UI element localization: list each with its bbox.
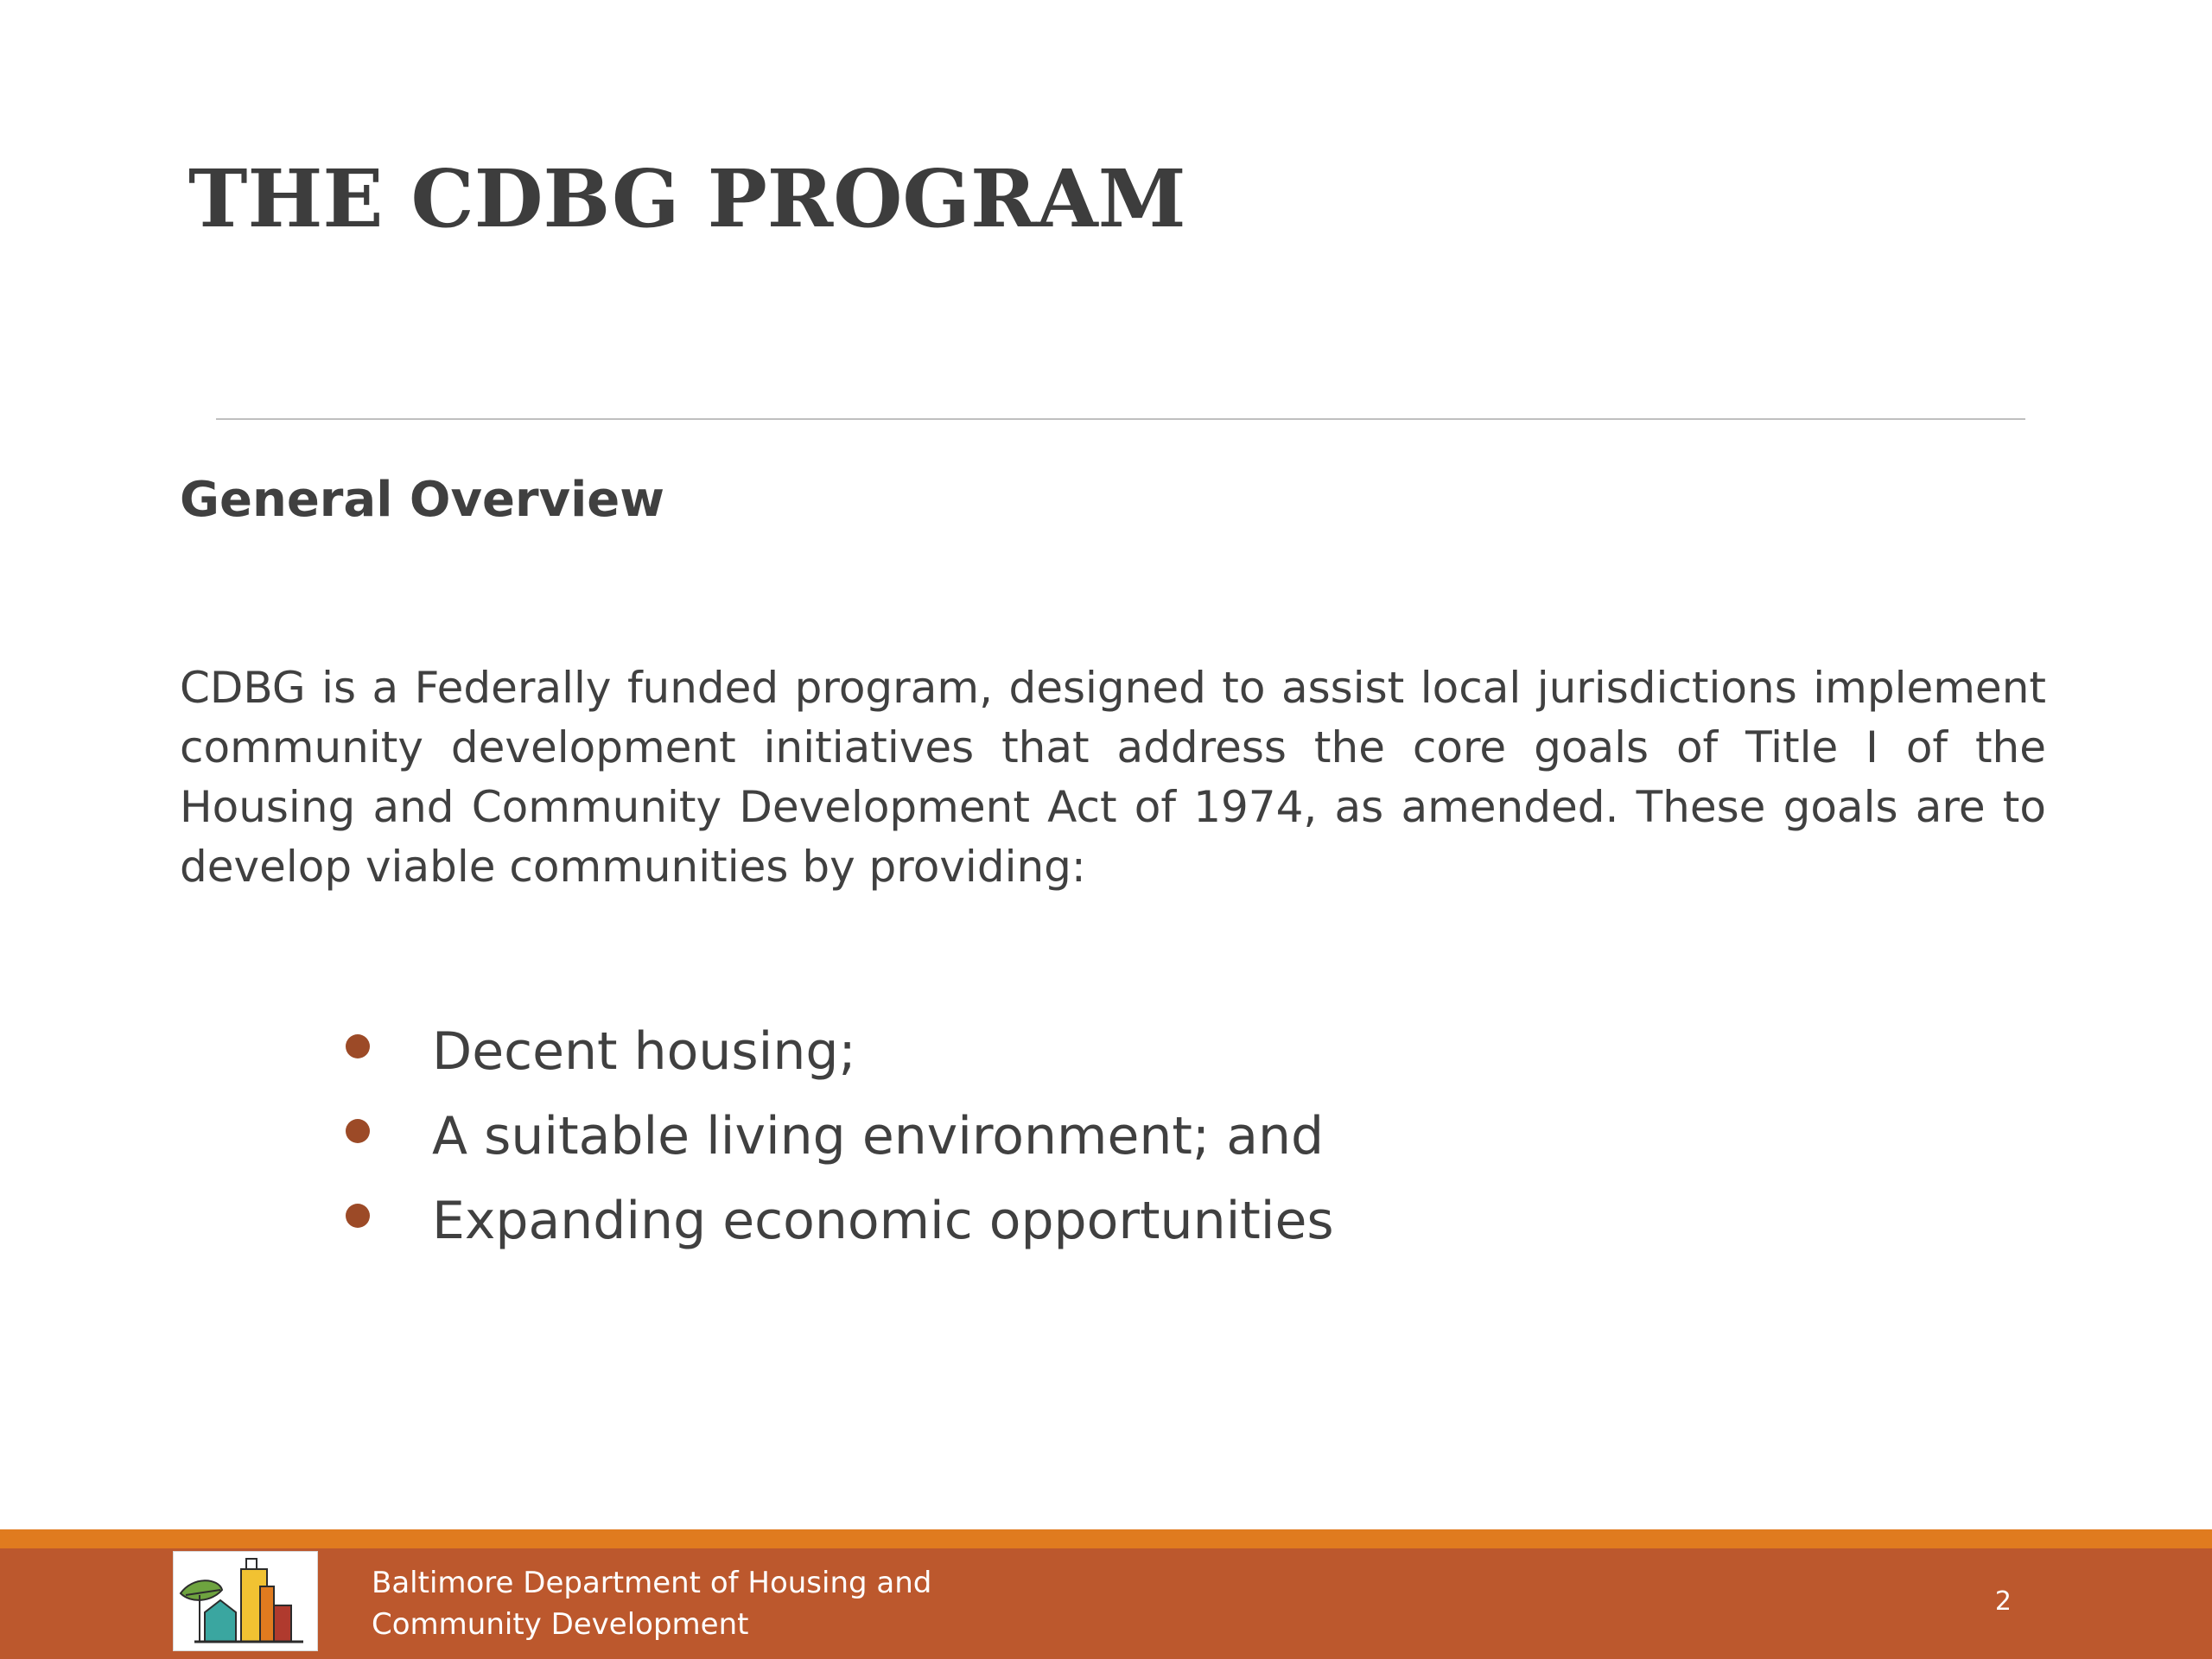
- bullet-item: [346, 1094, 1334, 1179]
- bullet-text: A suitable living environment; and: [432, 1106, 1325, 1166]
- bullet-text: Expanding economic opportunities: [432, 1191, 1334, 1251]
- bullet-text: Decent housing;: [432, 1021, 856, 1082]
- bullet-item: [346, 1179, 1334, 1263]
- bullet-list: [346, 1009, 1334, 1263]
- footer-org-line-1: Baltimore Department of Housing and: [372, 1566, 932, 1600]
- slide-title: THE CDBG PROGRAM: [188, 152, 1186, 245]
- bullet-dot-icon: [346, 1034, 370, 1058]
- footer-accent-stripe: [0, 1529, 2212, 1548]
- footer-org-line-2: Community Development: [372, 1607, 749, 1642]
- title-divider: [216, 418, 2025, 420]
- houses-and-buildings-logo-icon: [173, 1551, 318, 1651]
- section-subtitle: General Overview: [180, 472, 665, 528]
- bullet-dot-icon: [346, 1119, 370, 1143]
- bullet-item: [346, 1009, 1334, 1094]
- footer-band: [0, 1548, 2212, 1659]
- body-paragraph: CDBG is a Federally funded program, designed to assist local jurisdictions implement community development initiatives that address the core goals of Title I of the Housing and Community Development Act of 1974, as amended. These goals are to develop viable communities by providing:: [180, 663, 2046, 892]
- bullet-dot-icon: [346, 1204, 370, 1228]
- page-number: 2: [1994, 1586, 2012, 1617]
- footer-organization: [372, 1562, 1028, 1645]
